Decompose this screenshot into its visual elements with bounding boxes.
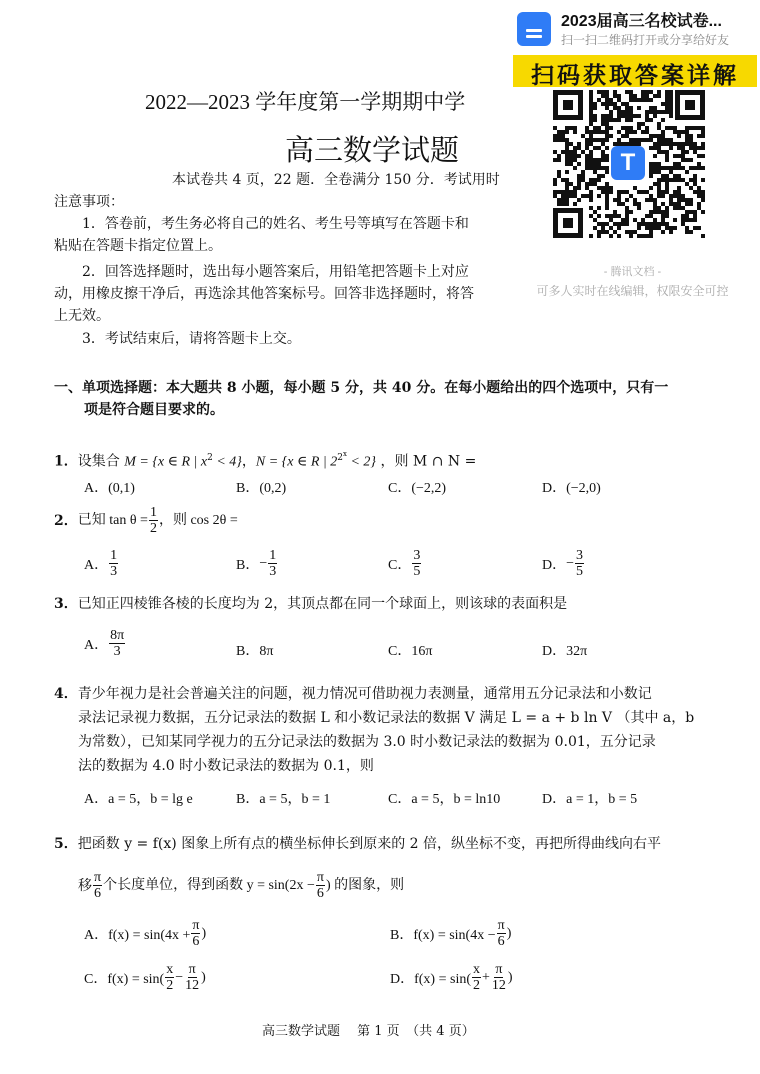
shared-doc-title[interactable]: 2023届高三名校试卷... <box>561 13 722 30</box>
q2-option-a: A． $\frac{1}{3}$ <box>84 548 118 579</box>
q2-option-b: B． − $\frac{1}{3}$ <box>236 548 277 579</box>
qr-finder-pattern <box>675 90 705 120</box>
q5-option-c: C．f(x) = sin( $\frac{x}{2}$ − $\frac{\pi}{12}$ ) <box>84 962 206 993</box>
question-4-line-1: 4．青少年视力是社会普遍关注的问题，视力情况可借助视力表测量，通常用五分记录法和小数记 <box>54 686 652 702</box>
q1-option-a: A．(0,1) <box>84 481 135 496</box>
share-qr-overlay[interactable] <box>505 0 760 310</box>
exam-info-line: 本试卷共 4 页，22 题．全卷满分 150 分．考试用时 <box>172 172 500 188</box>
notice-item-2-cont: 动，用橡皮擦干净后，再选涂其他答案标号。回答非选择题时，将答 <box>54 286 474 302</box>
q3-option-d: D．32π <box>542 644 588 659</box>
question-3-stem: 3．已知正四棱锥各棱的长度均为 2，其顶点都在同一个球面上，则该球的表面积是 <box>54 596 568 612</box>
question-1-stem: 1．设集合 M = {x ∈ R | $x^2 < 4$}，N = {x ∈ R | $2^{2^x} < 2$} ，则 M ∩ N = <box>54 450 477 470</box>
section-heading: 一、单项选择题：本大题共 8 小题，每小题 5 分，共 40 分。在每小题给出的四个选项中，只有一 <box>54 380 669 396</box>
q4-option-b: B．a = 5，b = 1 <box>236 792 331 807</box>
question-4-line-2: 录法记录视力数据，五分记录法的数据 L 和小数记录法的数据 V 满足 L = a + b ln V （其中 a，b <box>78 710 695 726</box>
q2-option-c: C． $\frac{3}{5}$ <box>388 548 421 579</box>
brand-name: - 腾讯文档 - <box>603 266 662 278</box>
question-number: 4． <box>54 686 78 702</box>
question-4-line-4: 法的数据为 4.0 时小数记录法的数据为 0.1，则 <box>78 758 374 774</box>
qr-finder-pattern <box>553 90 583 120</box>
notice-item-1-cont: 粘贴在答题卡指定位置上。 <box>54 238 222 254</box>
shared-doc-subtitle: 扫一扫二维码打开或分享给好友 <box>561 33 730 47</box>
q4-option-a: A．a = 5，b = lg e <box>84 792 193 807</box>
question-number: 2． <box>54 512 78 529</box>
question-number: 5． <box>54 836 78 852</box>
notice-item-2: 2．回答选择题时，选出每小题答案后，用铅笔把答题卡上对应 <box>82 264 469 280</box>
q5-option-a: A．f(x) = sin(4x + $\frac{\pi}{6}$ ) <box>84 918 207 949</box>
question-5-line-1: 5．把函数 y = f(x) 图象上所有点的横坐标伸长到原来的 2 倍，纵坐标不变，再把所得曲线向右平 <box>54 836 661 852</box>
notice-item-2-cont2: 上无效。 <box>54 308 110 324</box>
q1-option-b: B．(0,2) <box>236 481 287 496</box>
q1-option-d: D．(−2,0) <box>542 481 601 496</box>
question-4-line-3: 为常数），已知某同学视力的五分记录法的数据为 3.0 时小数记录法的数据为 0.01，五分记录 <box>78 734 656 750</box>
q3-option-a: A． $\frac{8\pi}{3}$ <box>84 628 125 659</box>
question-2-stem: 2． 已知 tan θ = $\frac{1}{2}$ ，则 cos 2θ = <box>54 505 238 536</box>
question-number: 3． <box>54 596 78 612</box>
brand-tagline: 可多人实时在线编辑，权限安全可控 <box>536 284 729 298</box>
answer-banner-text: 扫码获取答案详解 <box>531 63 739 89</box>
qr-finder-pattern <box>553 208 583 238</box>
notice-item-1: 1．答卷前，考生务必将自己的姓名、考生号等填写在答题卡和 <box>82 216 469 232</box>
question-5-line-2: 移 $\frac{\pi}{6}$ 个长度单位，得到函数 y = sin(2x − $\frac{\pi}{6}$ ) 的图象，则 <box>78 870 405 901</box>
notice-item-3: 3．考试结束后，请将答题卡上交。 <box>82 331 301 347</box>
section-heading-cont: 项是符合题目要求的。 <box>84 402 224 418</box>
answer-banner[interactable] <box>513 55 757 87</box>
exam-main-title: 高三数学试题 <box>285 133 460 167</box>
exam-year-title: 2022—2023 学年度第一学期期中学 <box>145 90 466 114</box>
page-footer: 高三数学试题 第 1 页 （共 4 页） <box>262 1024 475 1039</box>
q4-option-c: C．a = 5，b = ln10 <box>388 792 501 807</box>
qr-code[interactable] <box>553 90 705 238</box>
q2-option-d: D． − $\frac{3}{5}$ <box>542 548 584 579</box>
q3-option-b: B．8π <box>236 644 274 659</box>
tencent-docs-logo-icon: T <box>611 146 645 180</box>
document-icon <box>517 12 551 46</box>
question-number: 1． <box>54 453 78 470</box>
notice-heading: 注意事项： <box>54 194 124 210</box>
fraction: $\frac{1}{2}$ <box>149 505 157 536</box>
q3-option-c: C．16π <box>388 644 433 659</box>
q4-option-d: D．a = 1，b = 5 <box>542 792 638 807</box>
q1-option-c: C．(−2,2) <box>388 481 447 496</box>
q5-option-d: D．f(x) = sin( $\frac{x}{2}$ + $\frac{\pi}{12}$ ) <box>390 962 513 993</box>
q5-option-b: B．f(x) = sin(4x − $\frac{\pi}{6}$ ) <box>390 918 512 949</box>
